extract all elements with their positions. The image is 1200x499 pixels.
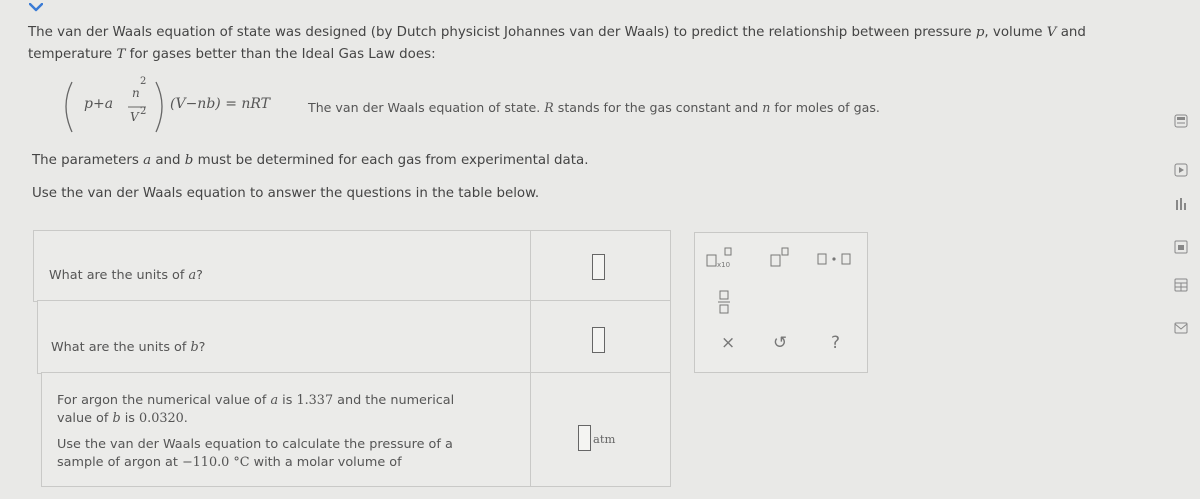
answer-toolbox: [694, 232, 868, 373]
eq-p: p+a: [84, 96, 114, 112]
video-icon[interactable]: [1174, 163, 1188, 177]
eq-exp-top: 2: [140, 76, 147, 87]
instruction-text: Use the van der Waals equation to answer the questions in the table below.: [32, 186, 540, 201]
bar-chart-icon[interactable]: [1174, 197, 1188, 211]
equation-caption: The van der Waals equation of state. R stands for the gas constant and n for moles of gas.: [308, 100, 880, 115]
mail-icon[interactable]: [1174, 321, 1188, 335]
question-table: [33, 230, 671, 485]
periodic-table-icon[interactable]: [1174, 240, 1188, 254]
answer-cell: [530, 372, 671, 487]
question-units-b: What are the units of b?: [51, 340, 206, 355]
scientific-notation-button[interactable]: [705, 247, 735, 272]
fraction-button[interactable]: [717, 289, 731, 318]
parameters-text: The parameters a and b must be determined for each gas from experimental data.: [32, 153, 589, 168]
eq-rest: (V−nb) = nRT: [170, 96, 271, 112]
eq-exp-bottom: 2: [140, 106, 147, 117]
help-button[interactable]: ?: [831, 333, 841, 353]
pressure-unit: atm: [593, 432, 616, 446]
calculator-icon[interactable]: [1174, 114, 1188, 128]
intro-paragraph: The van der Waals equation of state was designed (by Dutch physicist Johannes van der Waals) to predict the relationship between pressure p, volume V and temperature T for gases better than the Ideal Gas Law does:: [28, 25, 1086, 62]
question-units-a: What are the units of a?: [49, 268, 203, 283]
clear-button[interactable]: ×: [721, 333, 736, 353]
van-der-waals-equation: [60, 76, 300, 146]
units-a-input[interactable]: [592, 254, 605, 280]
superscript-button[interactable]: [769, 247, 791, 272]
eq-v: V: [130, 110, 139, 124]
undo-button[interactable]: ↺: [773, 333, 788, 353]
pressure-input[interactable]: [578, 425, 591, 451]
data-table-icon[interactable]: [1174, 278, 1188, 292]
chevron-down-icon[interactable]: [29, 3, 43, 12]
question-pressure: For argon the numerical value of a is 1.337 and the numerical value of b is 0.0320. Use the van der Waals equation to calculate the pressure of a sample of argon at −110.0 °C with a molar volume of: [57, 393, 455, 470]
multiply-button[interactable]: [817, 247, 863, 272]
table-row: [33, 230, 532, 302]
svg-text:x10: x10: [717, 261, 731, 269]
table-row: [37, 300, 532, 374]
eq-n: n: [132, 86, 140, 100]
units-b-input[interactable]: [592, 327, 605, 353]
